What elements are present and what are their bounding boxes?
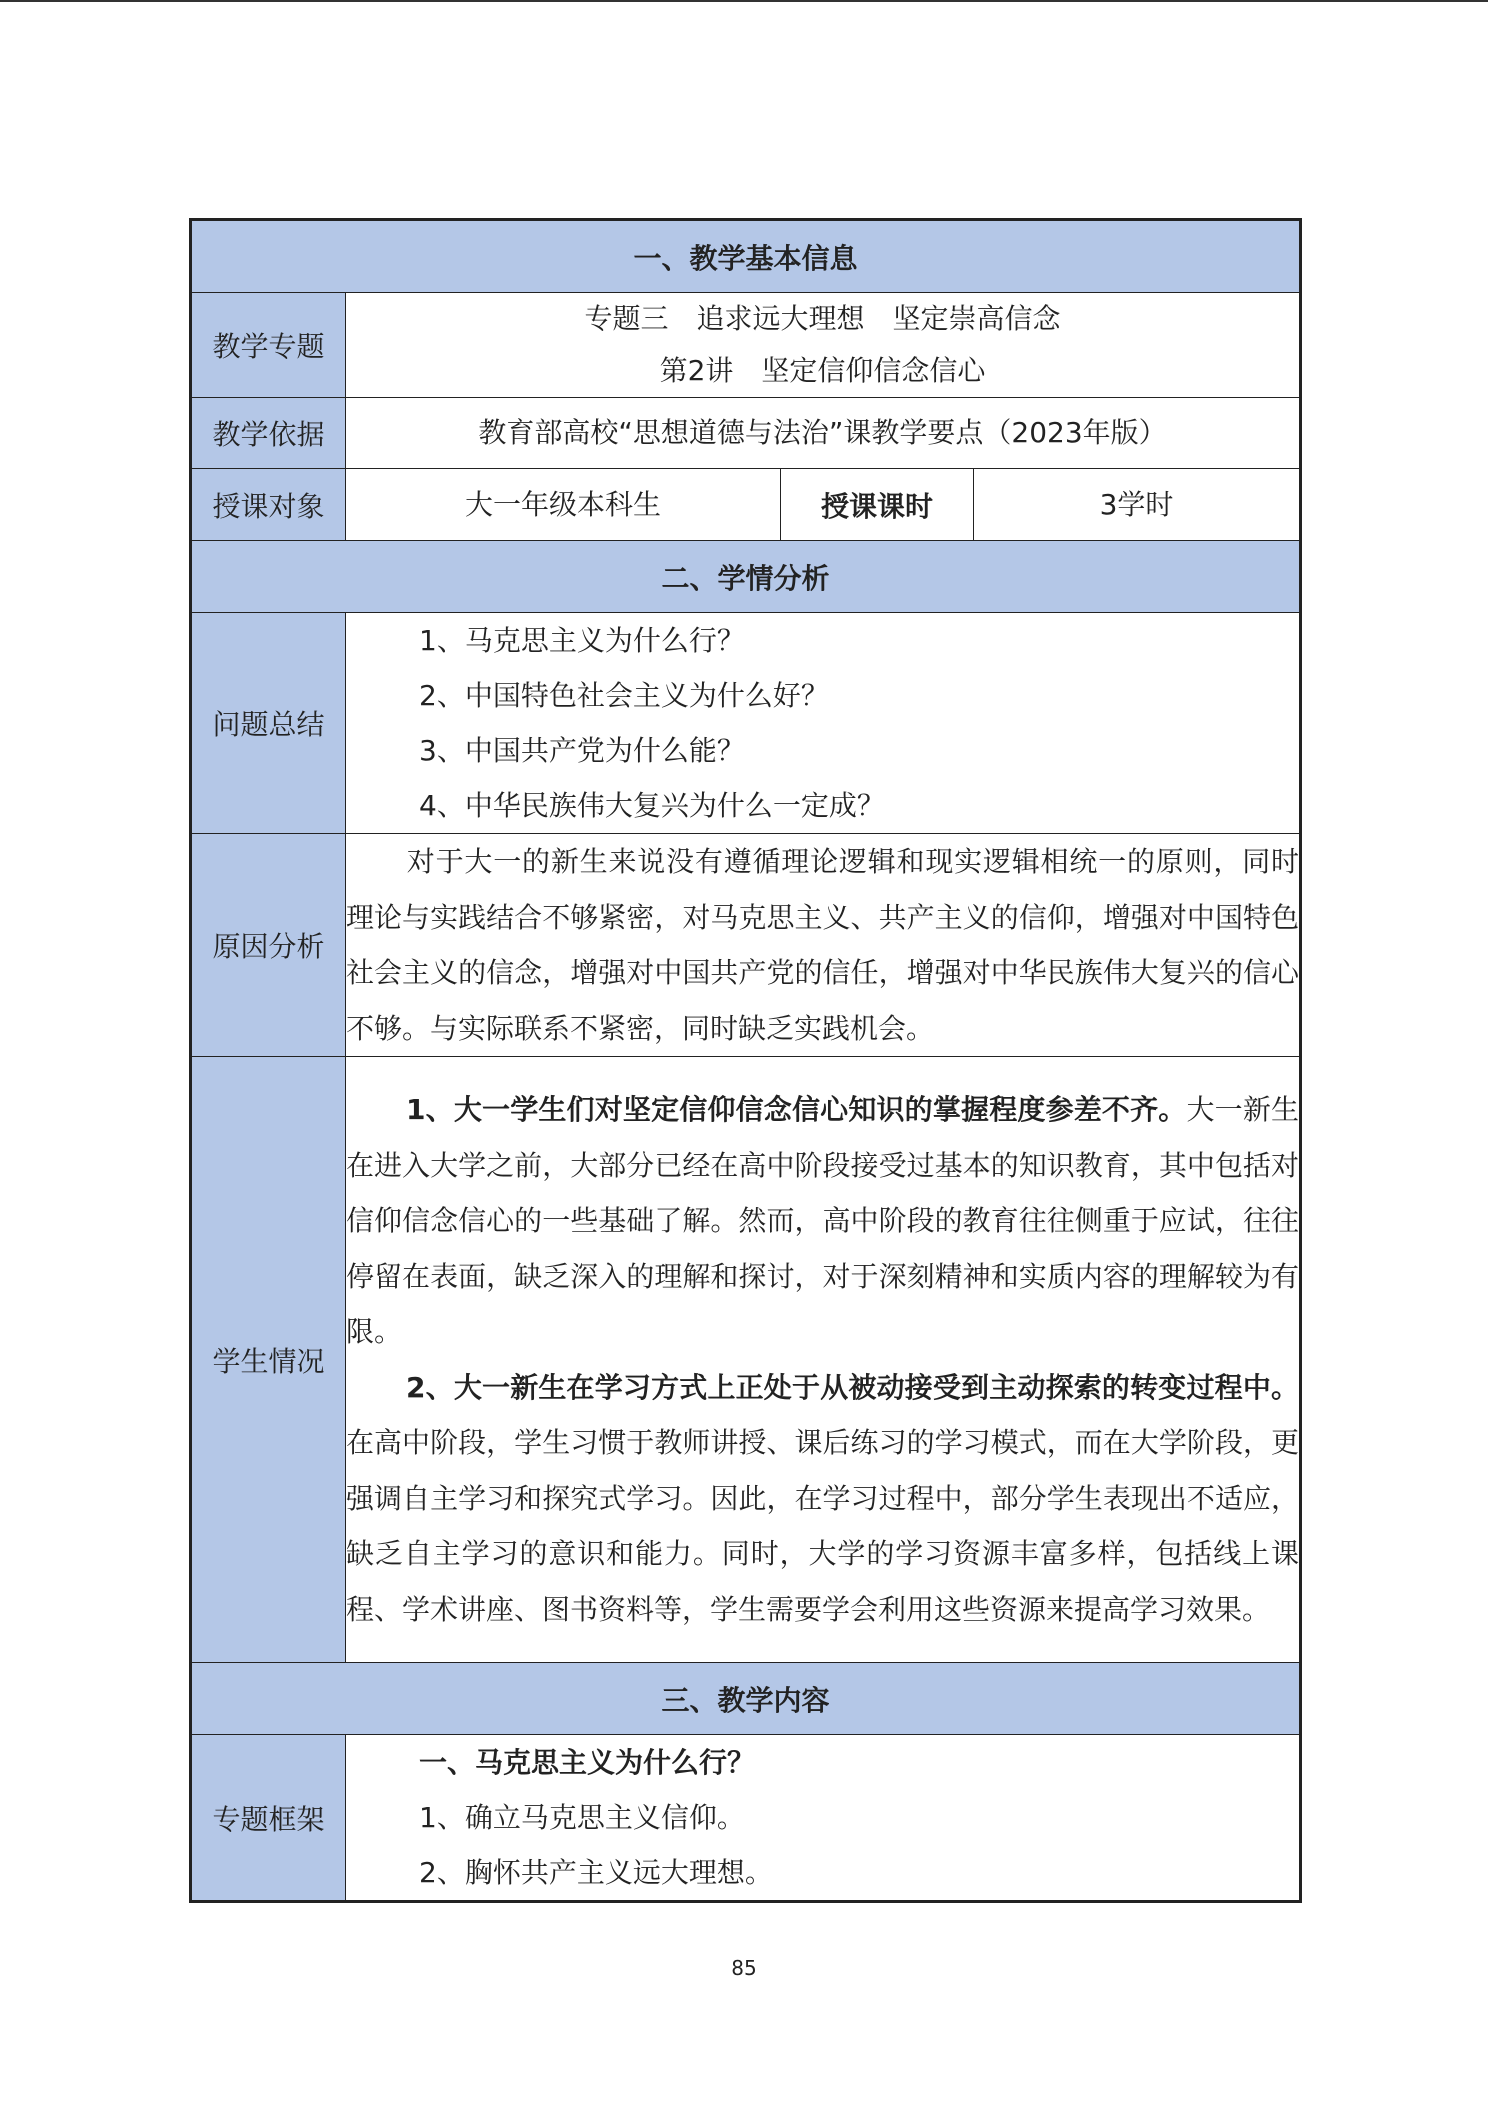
section-heading-basic: 一、教学基本信息 [191,220,1301,293]
audience-value: 大一年级本科生 [346,469,781,541]
topic-value [346,293,1301,398]
basis-label: 教学依据 [191,398,346,469]
section-heading-content: 三、教学内容 [191,1663,1301,1735]
top-border-line [0,0,1488,2]
list-item: 2、中国特色社会主义为什么好？ [419,679,829,712]
reasons-text: 对于大一的新生来说没有遵循理论逻辑和现实逻辑相统一的原则，同时理论与实践结合不够紧密，对马克思主义、共产主义的信仰，增强对中国特色社会主义的信念，增强对中国共产党的信任，增强对中华民族伟大复兴的信心不够。与实际联系不紧密，同时缺乏实践机会。 [346,845,1300,1045]
reasons-row [191,834,1301,1057]
questions-row [191,613,1301,834]
framework-heading: 一、马克思主义为什么行？ [419,1746,756,1779]
audience-label: 授课对象 [191,469,346,541]
topic-row [191,293,1301,398]
reasons-label: 原因分析 [191,834,346,1057]
section-header-row [191,541,1301,613]
framework-label: 专题框架 [191,1735,346,1902]
topic-label: 教学专题 [191,293,346,398]
section-header-row [191,1663,1301,1735]
basis-value: 教育部高校“思想道德与法治”课教学要点（2023年版） [346,398,1301,469]
topic-line-2: 第2讲 坚定信仰信念信心 [659,354,986,387]
section-heading-analysis: 二、学情分析 [191,541,1301,613]
students-paragraph-2 [346,1360,1299,1638]
students-cell [346,1057,1301,1663]
students-point-2: 2、大一新生在学习方式上正处于从被动接受到主动探索的转变过程中。 [406,1370,1300,1404]
students-label: 学生情况 [191,1057,346,1663]
topic-line-1: 专题三 追求远大理想 坚定崇高信念 [584,302,1061,335]
students-paragraph-1 [346,1082,1299,1360]
students-text-2: 在高中阶段，学生习惯于教师讲授、课后练习的学习模式，而在大学阶段，更强调自主学习和探究式学习。因此，在学习过程中，部分学生表现出不适应，缺乏自主学习的意识和能力。同时，大学的学习资源丰富多样，包括线上课程、学术讲座、图书资料等，学生需要学会利用这些资源来提高学习效果。 [346,1426,1300,1626]
section-header-row [191,220,1301,293]
page-number: 85 [731,1956,757,1980]
list-item: 3、中国共产党为什么能？ [419,734,745,767]
lesson-plan-table [189,218,1302,1903]
list-item: 2、胸怀共产主义远大理想。 [419,1856,773,1889]
framework-row [191,1735,1301,1902]
list-item: 1、马克思主义为什么行？ [419,624,745,657]
basis-row [191,398,1301,469]
questions-label: 问题总结 [191,613,346,834]
list-item: 1、确立马克思主义信仰。 [419,1801,745,1834]
framework-list [346,1735,1301,1902]
reasons-paragraph [346,834,1299,1056]
students-point-1: 1、大一学生们对坚定信仰信念信心知识的掌握程度参差不齐。 [406,1093,1187,1126]
questions-list [346,613,1301,834]
students-row [191,1057,1301,1663]
reasons-cell [346,834,1301,1057]
audience-row [191,469,1301,541]
hours-value: 3学时 [974,469,1301,541]
students-text-1: 大一新生在进入大学之前，大部分已经在高中阶段接受过基本的知识教育，其中包括对信仰信念信心的一些基础了解。然而，高中阶段的教育往往侧重于应试，往往停留在表面，缺乏深入的理解和探讨，对于深刻精神和实质内容的理解较为有限。 [346,1093,1300,1348]
list-item: 4、中华民族伟大复兴为什么一定成？ [419,789,885,822]
hours-label: 授课课时 [781,469,974,541]
